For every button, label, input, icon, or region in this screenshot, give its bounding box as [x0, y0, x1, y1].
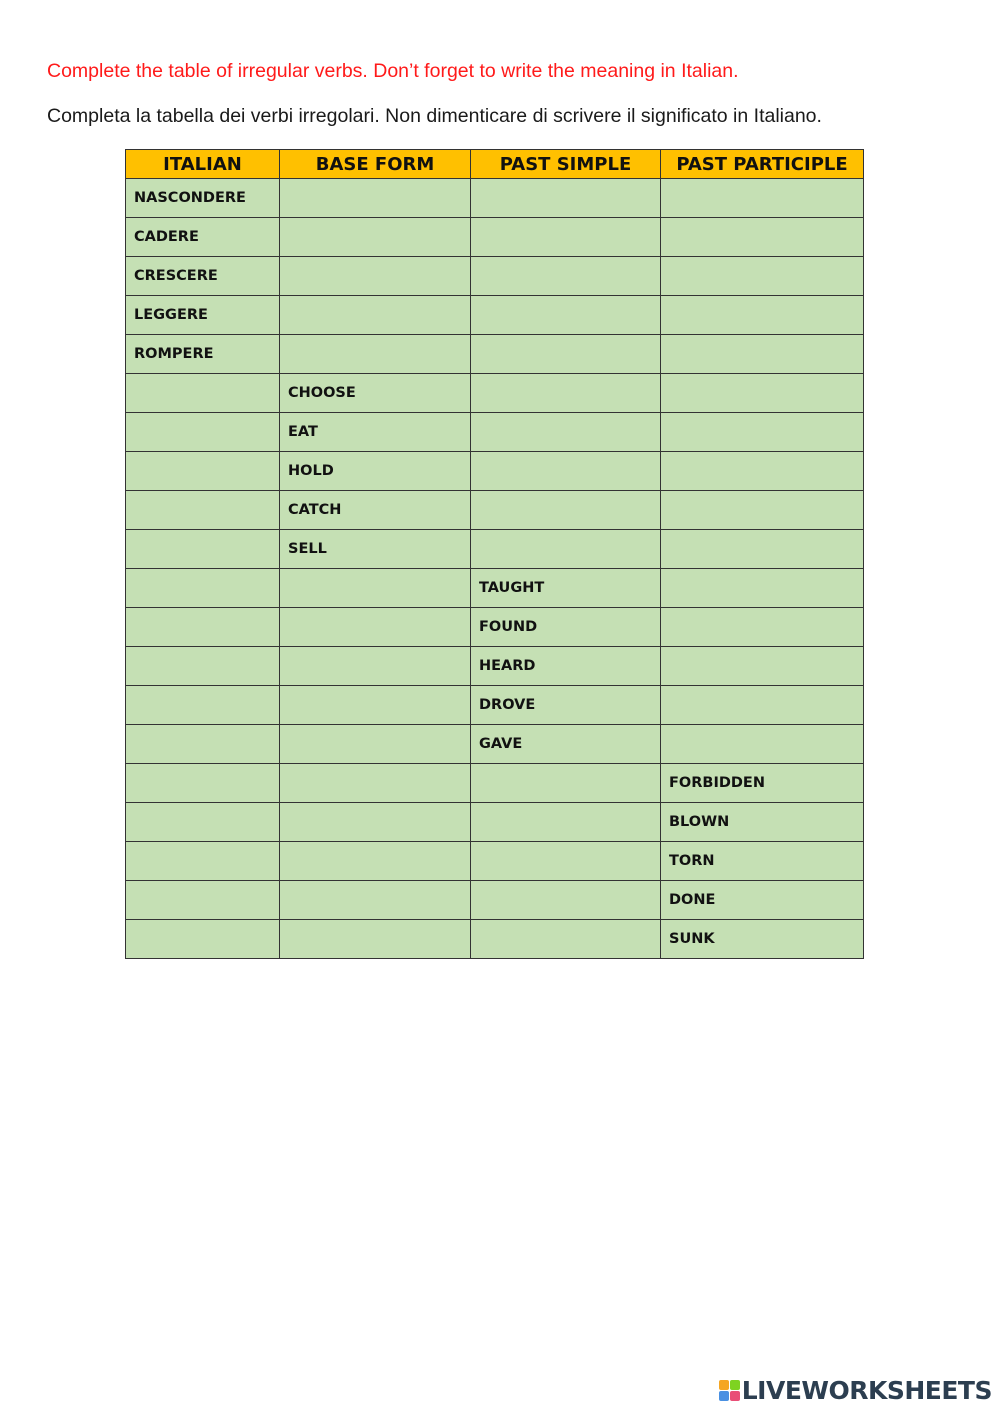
given-cell-italian: NASCONDERE: [126, 179, 280, 218]
answer-cell-base-form[interactable]: [280, 764, 471, 803]
answer-cell-italian[interactable]: [126, 413, 280, 452]
answer-cell-past-simple[interactable]: [471, 920, 661, 959]
table-row: [126, 920, 864, 959]
given-cell-base-form: CHOOSE: [280, 374, 471, 413]
table-row: [126, 179, 864, 218]
answer-cell-past-simple[interactable]: [471, 842, 661, 881]
answer-cell-base-form[interactable]: [280, 686, 471, 725]
answer-cell-past-participle[interactable]: [661, 296, 864, 335]
answer-cell-italian[interactable]: [126, 920, 280, 959]
instruction-italian: Completa la tabella dei verbi irregolari. Non dimenticare di scrivere il significato in Italiano.: [47, 105, 822, 127]
answer-cell-past-participle[interactable]: [661, 179, 864, 218]
table-row: [126, 452, 864, 491]
answer-cell-past-participle[interactable]: [661, 647, 864, 686]
answer-cell-italian[interactable]: [126, 803, 280, 842]
answer-cell-past-simple[interactable]: [471, 257, 661, 296]
answer-cell-italian[interactable]: [126, 842, 280, 881]
answer-cell-base-form[interactable]: [280, 725, 471, 764]
answer-cell-past-simple[interactable]: [471, 374, 661, 413]
given-cell-base-form: CATCH: [280, 491, 471, 530]
answer-cell-past-participle[interactable]: [661, 257, 864, 296]
answer-cell-past-participle[interactable]: [661, 608, 864, 647]
given-cell-past-simple: HEARD: [471, 647, 661, 686]
answer-cell-base-form[interactable]: [280, 608, 471, 647]
answer-cell-italian[interactable]: [126, 374, 280, 413]
answer-cell-past-simple[interactable]: [471, 803, 661, 842]
logo-mark-square: [730, 1391, 740, 1401]
answer-cell-past-participle[interactable]: [661, 530, 864, 569]
logo-text: LIVEWORKSHEETS: [741, 1376, 992, 1405]
header-past-simple: PAST SIMPLE: [471, 150, 661, 179]
given-cell-base-form: EAT: [280, 413, 471, 452]
answer-cell-base-form[interactable]: [280, 881, 471, 920]
given-cell-past-participle: FORBIDDEN: [661, 764, 864, 803]
answer-cell-past-participle[interactable]: [661, 686, 864, 725]
answer-cell-italian[interactable]: [126, 725, 280, 764]
table-row: [126, 491, 864, 530]
answer-cell-past-simple[interactable]: [471, 218, 661, 257]
answer-cell-past-simple[interactable]: [471, 491, 661, 530]
given-cell-past-participle: SUNK: [661, 920, 864, 959]
answer-cell-past-participle[interactable]: [661, 335, 864, 374]
answer-cell-past-participle[interactable]: [661, 218, 864, 257]
table-row: [126, 803, 864, 842]
answer-cell-past-simple[interactable]: [471, 296, 661, 335]
answer-cell-italian[interactable]: [126, 491, 280, 530]
answer-cell-italian[interactable]: [126, 608, 280, 647]
given-cell-italian: CADERE: [126, 218, 280, 257]
irregular-verbs-table: [125, 149, 864, 959]
liveworksheets-logo: [719, 1376, 992, 1405]
given-cell-past-participle: BLOWN: [661, 803, 864, 842]
answer-cell-italian[interactable]: [126, 530, 280, 569]
header-italian: ITALIAN: [126, 150, 280, 179]
instruction-english: Complete the table of irregular verbs. Don’t forget to write the meaning in Italian.: [47, 60, 739, 82]
answer-cell-base-form[interactable]: [280, 803, 471, 842]
table-row: [126, 764, 864, 803]
given-cell-past-participle: DONE: [661, 881, 864, 920]
table-body: [126, 179, 864, 959]
answer-cell-past-simple[interactable]: [471, 452, 661, 491]
given-cell-past-simple: TAUGHT: [471, 569, 661, 608]
table-row: [126, 647, 864, 686]
table-row: [126, 530, 864, 569]
given-cell-italian: LEGGERE: [126, 296, 280, 335]
answer-cell-base-form[interactable]: [280, 218, 471, 257]
table-row: [126, 686, 864, 725]
answer-cell-past-simple[interactable]: [471, 764, 661, 803]
table-row: [126, 608, 864, 647]
answer-cell-past-simple[interactable]: [471, 179, 661, 218]
table-row: [126, 413, 864, 452]
given-cell-italian: CRESCERE: [126, 257, 280, 296]
table-row: [126, 842, 864, 881]
answer-cell-past-participle[interactable]: [661, 413, 864, 452]
answer-cell-italian[interactable]: [126, 764, 280, 803]
table-row: [126, 335, 864, 374]
answer-cell-italian[interactable]: [126, 647, 280, 686]
logo-mark-icon: [719, 1380, 740, 1401]
table-row: [126, 569, 864, 608]
logo-mark-square: [730, 1380, 740, 1390]
logo-mark-square: [719, 1380, 729, 1390]
answer-cell-past-participle[interactable]: [661, 569, 864, 608]
answer-cell-base-form[interactable]: [280, 179, 471, 218]
table-row: [126, 257, 864, 296]
table-row: [126, 725, 864, 764]
answer-cell-base-form[interactable]: [280, 296, 471, 335]
table-row: [126, 218, 864, 257]
table-row: [126, 881, 864, 920]
table-header-row: [126, 150, 864, 179]
given-cell-past-simple: GAVE: [471, 725, 661, 764]
answer-cell-past-simple[interactable]: [471, 335, 661, 374]
answer-cell-italian[interactable]: [126, 569, 280, 608]
answer-cell-past-simple[interactable]: [471, 530, 661, 569]
answer-cell-past-participle[interactable]: [661, 491, 864, 530]
answer-cell-base-form[interactable]: [280, 920, 471, 959]
answer-cell-past-participle[interactable]: [661, 725, 864, 764]
answer-cell-past-simple[interactable]: [471, 881, 661, 920]
answer-cell-base-form[interactable]: [280, 569, 471, 608]
logo-mark-square: [719, 1391, 729, 1401]
table-row: [126, 296, 864, 335]
given-cell-past-participle: TORN: [661, 842, 864, 881]
header-base-form: BASE FORM: [280, 150, 471, 179]
table-row: [126, 374, 864, 413]
given-cell-base-form: HOLD: [280, 452, 471, 491]
answer-cell-past-simple[interactable]: [471, 413, 661, 452]
answer-cell-base-form[interactable]: [280, 335, 471, 374]
answer-cell-past-participle[interactable]: [661, 452, 864, 491]
answer-cell-past-participle[interactable]: [661, 374, 864, 413]
given-cell-past-simple: DROVE: [471, 686, 661, 725]
given-cell-past-simple: FOUND: [471, 608, 661, 647]
given-cell-base-form: SELL: [280, 530, 471, 569]
answer-cell-italian[interactable]: [126, 452, 280, 491]
answer-cell-italian[interactable]: [126, 686, 280, 725]
answer-cell-base-form[interactable]: [280, 257, 471, 296]
header-past-participle: PAST PARTICIPLE: [661, 150, 864, 179]
answer-cell-base-form[interactable]: [280, 647, 471, 686]
answer-cell-base-form[interactable]: [280, 842, 471, 881]
answer-cell-italian[interactable]: [126, 881, 280, 920]
given-cell-italian: ROMPERE: [126, 335, 280, 374]
